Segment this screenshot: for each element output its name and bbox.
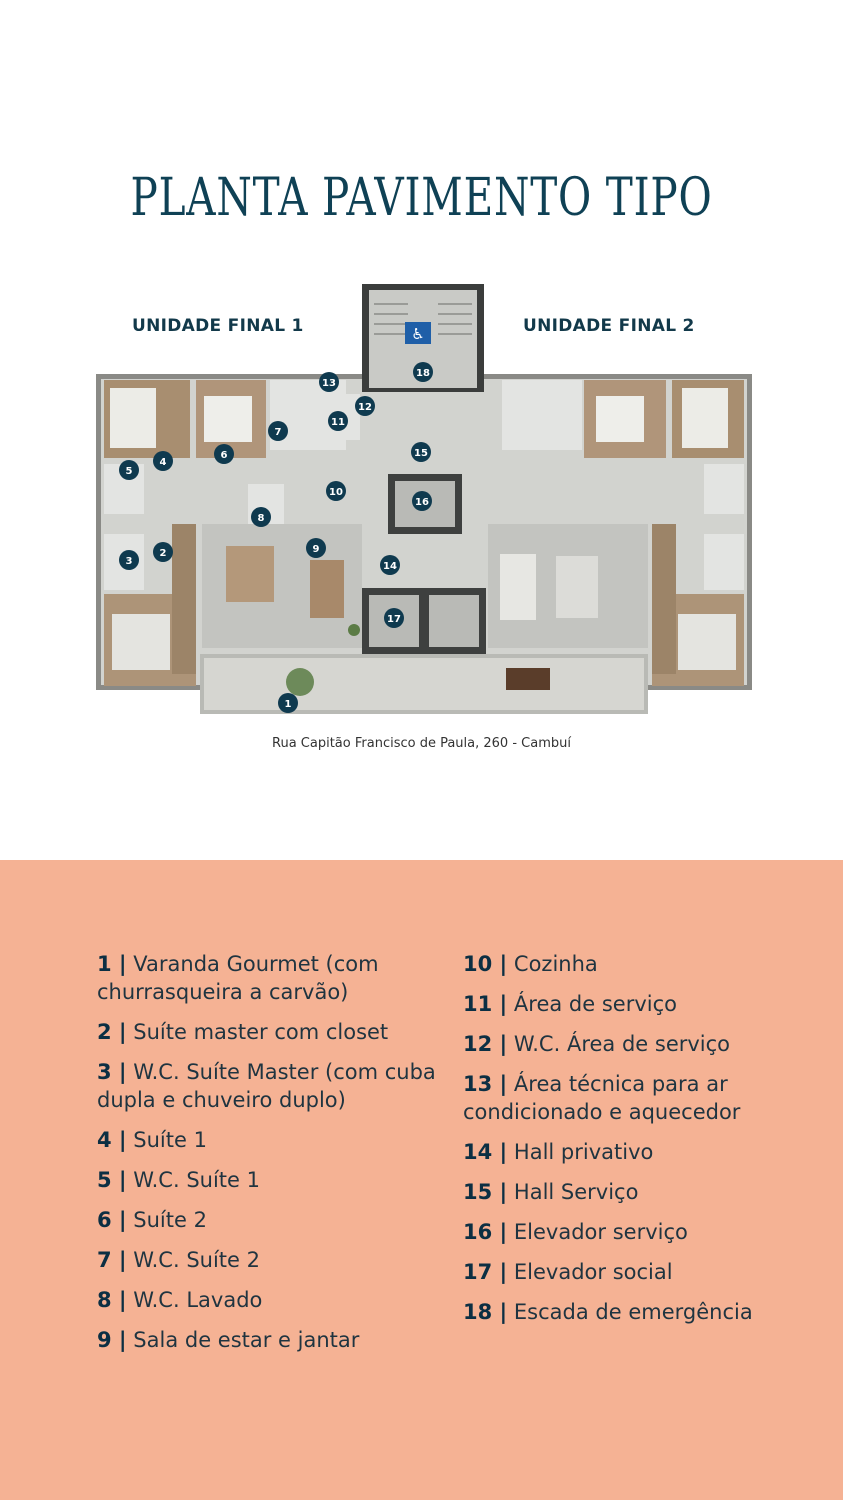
unit-label-final-2: UNIDADE FINAL 2 <box>523 316 695 336</box>
legend-item: 8 | W.C. Lavado <box>97 1288 263 1312</box>
legend-item: 14 | Hall privativo <box>463 1140 654 1164</box>
svg-text:6: 6 <box>220 450 228 461</box>
legend-item: 4 | Suíte 1 <box>97 1128 207 1152</box>
svg-text:10: 10 <box>329 487 343 498</box>
legend-item: 15 | Hall Serviço <box>463 1180 639 1204</box>
legend-item: 12 | W.C. Área de serviço <box>463 1032 731 1056</box>
legend-column-right <box>463 950 783 1338</box>
svg-text:♿: ♿ <box>411 325 425 343</box>
unit-label-final-1: UNIDADE FINAL 1 <box>132 316 304 336</box>
legend-panel <box>0 860 843 1500</box>
svg-text:18: 18 <box>416 368 430 379</box>
svg-text:15: 15 <box>414 448 428 459</box>
svg-text:2: 2 <box>159 548 167 559</box>
floor-plan <box>96 284 752 716</box>
svg-text:8: 8 <box>257 513 265 524</box>
page-title: PLANTA PAVIMENTO TIPO <box>130 168 713 228</box>
svg-text:11: 11 <box>331 417 345 428</box>
svg-text:5: 5 <box>125 466 133 477</box>
svg-text:1: 1 <box>284 699 292 710</box>
legend-item: 5 | W.C. Suíte 1 <box>97 1168 260 1192</box>
legend-item: 13 | Área técnica para ar condicionado e aquecedor <box>463 1072 741 1124</box>
svg-text:9: 9 <box>312 544 320 555</box>
legend-item: 1 | Varanda Gourmet (com churrasqueira a carvão) <box>97 952 379 1004</box>
svg-text:7: 7 <box>274 427 282 438</box>
svg-text:4: 4 <box>159 457 167 468</box>
svg-text:16: 16 <box>415 497 429 508</box>
legend-item: 2 | Suíte master com closet <box>97 1020 389 1044</box>
svg-text:3: 3 <box>125 556 133 567</box>
svg-text:12: 12 <box>358 402 372 413</box>
address-caption: Rua Capitão Francisco de Paula, 260 - Cambuí <box>272 736 571 751</box>
legend-item: 17 | Elevador social <box>463 1260 673 1284</box>
legend-item: 10 | Cozinha <box>463 952 598 976</box>
legend-item: 16 | Elevador serviço <box>463 1220 688 1244</box>
legend-item: 7 | W.C. Suíte 2 <box>97 1248 260 1272</box>
legend-item: 18 | Escada de emergência <box>463 1300 753 1324</box>
svg-text:13: 13 <box>322 378 336 389</box>
legend-item: 3 | W.C. Suíte Master (com cuba dupla e chuveiro duplo) <box>97 1060 436 1112</box>
legend-column-left <box>97 950 437 1366</box>
legend-item: 9 | Sala de estar e jantar <box>97 1328 360 1352</box>
legend-item: 6 | Suíte 2 <box>97 1208 207 1232</box>
svg-text:17: 17 <box>387 614 401 625</box>
svg-text:14: 14 <box>383 561 397 572</box>
legend-item: 11 | Área de serviço <box>463 992 677 1016</box>
